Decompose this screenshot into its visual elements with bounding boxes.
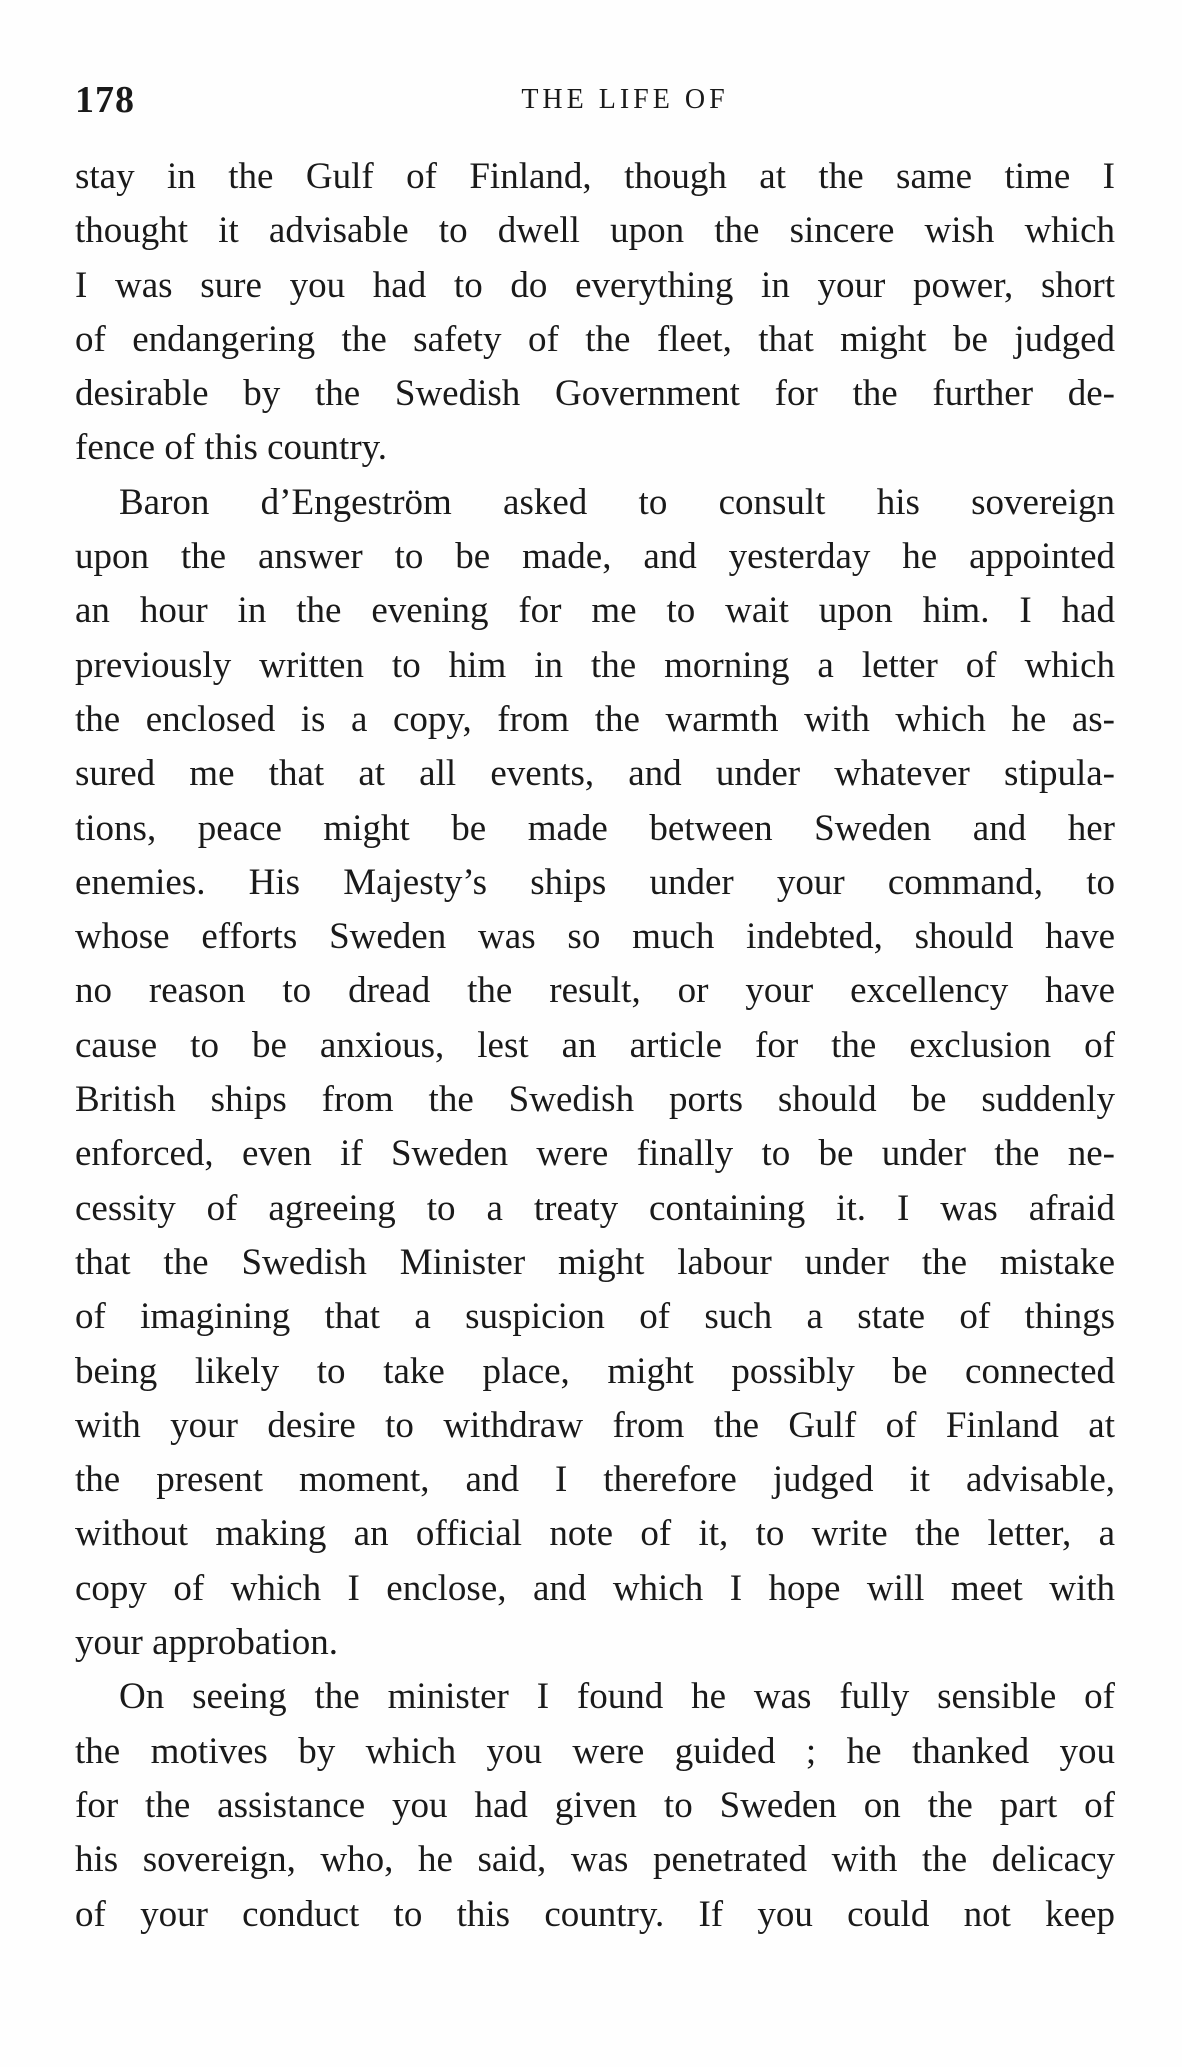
text-line: that the Swedish Minister might labour under the mistake xyxy=(75,1241,1115,1283)
body-text xyxy=(75,150,1115,1942)
paragraph-1 xyxy=(75,150,1115,476)
text-line: of imagining that a suspicion of such a state of things xyxy=(75,1296,1115,1338)
text-line: cause to be anxious, lest an article for the exclusion of xyxy=(75,1024,1115,1066)
paragraph-2 xyxy=(75,476,1115,1671)
running-title: THE LIFE OF xyxy=(521,84,729,115)
text-line: enemies. His Majesty’s ships under your command, to xyxy=(75,861,1115,903)
text-line: tions, peace might be made between Sweden and her xyxy=(75,807,1115,849)
text-line: with your desire to withdraw from the Gulf of Finland at xyxy=(75,1404,1115,1446)
text-line: cessity of agreeing to a treaty containing it. I was afraid xyxy=(75,1187,1115,1229)
text-line: fence of this country. xyxy=(75,427,387,469)
text-line: desirable by the Swedish Government for the further de- xyxy=(75,373,1115,415)
text-line: Baron d’Engeström asked to consult his sovereign xyxy=(119,481,1115,523)
paragraph-3 xyxy=(75,1670,1115,1941)
text-line: whose efforts Sweden was so much indebted, should have xyxy=(75,916,1115,958)
text-line: previously written to him in the morning a letter of which xyxy=(75,644,1115,686)
running-head xyxy=(75,78,1115,128)
text-line: the enclosed is a copy, from the warmth with which he as- xyxy=(75,698,1115,740)
text-line: the motives by which you were guided ; he thanked you xyxy=(75,1730,1115,1772)
text-line: copy of which I enclose, and which I hope will meet with xyxy=(75,1567,1115,1609)
text-line: thought it advisable to dwell upon the sincere wish which xyxy=(75,210,1115,252)
text-line: no reason to dread the result, or your excellency have xyxy=(75,970,1115,1012)
text-line: of endangering the safety of the fleet, that might be judged xyxy=(75,318,1115,360)
text-line: for the assistance you had given to Sweden on the part of xyxy=(75,1784,1115,1826)
text-line: upon the answer to be made, and yesterday he appointed xyxy=(75,536,1115,578)
text-line: British ships from the Swedish ports should be suddenly xyxy=(75,1079,1115,1121)
text-line: sured me that at all events, and under whatever stipula- xyxy=(75,753,1115,795)
text-line: stay in the Gulf of Finland, though at the same time I xyxy=(75,156,1115,197)
text-line: of your conduct to this country. If you could not keep xyxy=(75,1893,1115,1935)
text-line: being likely to take place, might possibly be connected xyxy=(75,1350,1115,1392)
text-line: an hour in the evening for me to wait upon him. I had xyxy=(75,590,1115,632)
page-number: 178 xyxy=(75,79,135,121)
text-line: enforced, even if Sweden were finally to be under the ne- xyxy=(75,1133,1115,1175)
text-line: On seeing the minister I found he was fully sensible of xyxy=(119,1676,1115,1718)
text-line: I was sure you had to do everything in your power, short xyxy=(75,264,1115,306)
text-line: his sovereign, who, he said, was penetrated with the delicacy xyxy=(75,1839,1115,1881)
text-line: the present moment, and I therefore judged it advisable, xyxy=(75,1459,1115,1501)
text-line: without making an official note of it, to write the letter, a xyxy=(75,1513,1115,1555)
text-line: your approbation. xyxy=(75,1622,339,1664)
